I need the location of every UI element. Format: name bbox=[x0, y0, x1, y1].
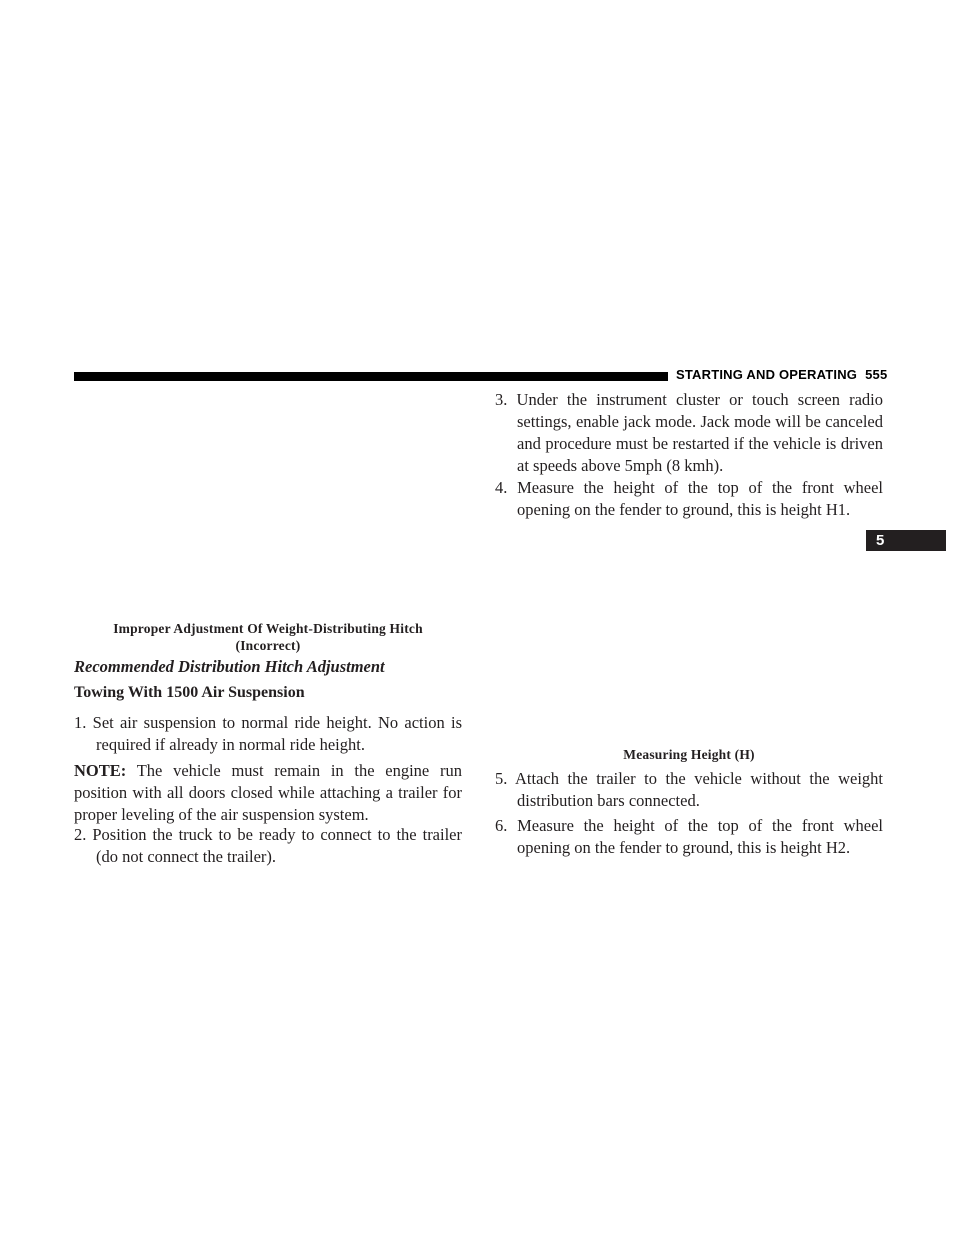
figure-caption-line1: Improper Adjustment Of Weight-Distributing Hitch bbox=[113, 621, 423, 636]
figure-caption-line2: (Incorrect) bbox=[235, 638, 301, 653]
subheading: Towing With 1500 Air Suspension bbox=[74, 684, 305, 701]
step-5: 5. Attach the trailer to the vehicle without the weight distribution bars connected. bbox=[495, 769, 883, 810]
step-1: 1. Set air suspension to normal ride height. No action is required if already in normal ride height. bbox=[74, 713, 462, 754]
figure-caption-measuring-height: Measuring Height (H) bbox=[623, 747, 755, 762]
step-3: 3. Under the instrument cluster or touch screen radio settings, enable jack mode. Jack mode will be canceled and procedure must be restarted if the vehicle is driven at speeds above 5mph (8 kmh). bbox=[495, 390, 883, 475]
step-4: 4. Measure the height of the top of the front wheel opening on the fender to ground, this is height H1. bbox=[495, 478, 883, 519]
section-title: STARTING AND OPERATING bbox=[676, 367, 858, 382]
page-number: 555 bbox=[865, 367, 888, 382]
step-2: 2. Position the truck to be ready to connect to the trailer (do not connect the trailer). bbox=[74, 825, 462, 866]
note-paragraph bbox=[74, 760, 462, 826]
section-heading: Recommended Distribution Hitch Adjustment bbox=[74, 657, 385, 676]
chapter-tab: 5 bbox=[866, 530, 946, 551]
note-label: NOTE: bbox=[74, 761, 127, 780]
figure-caption-improper-adjustment bbox=[74, 620, 462, 654]
header-rule bbox=[74, 372, 668, 381]
note-text: The vehicle must remain in the engine run position with all doors closed while attaching a trailer for proper leveling of the air suspension system. bbox=[74, 761, 462, 824]
running-header bbox=[676, 367, 887, 382]
step-6: 6. Measure the height of the top of the front wheel opening on the fender to ground, this is height H2. bbox=[495, 816, 883, 857]
